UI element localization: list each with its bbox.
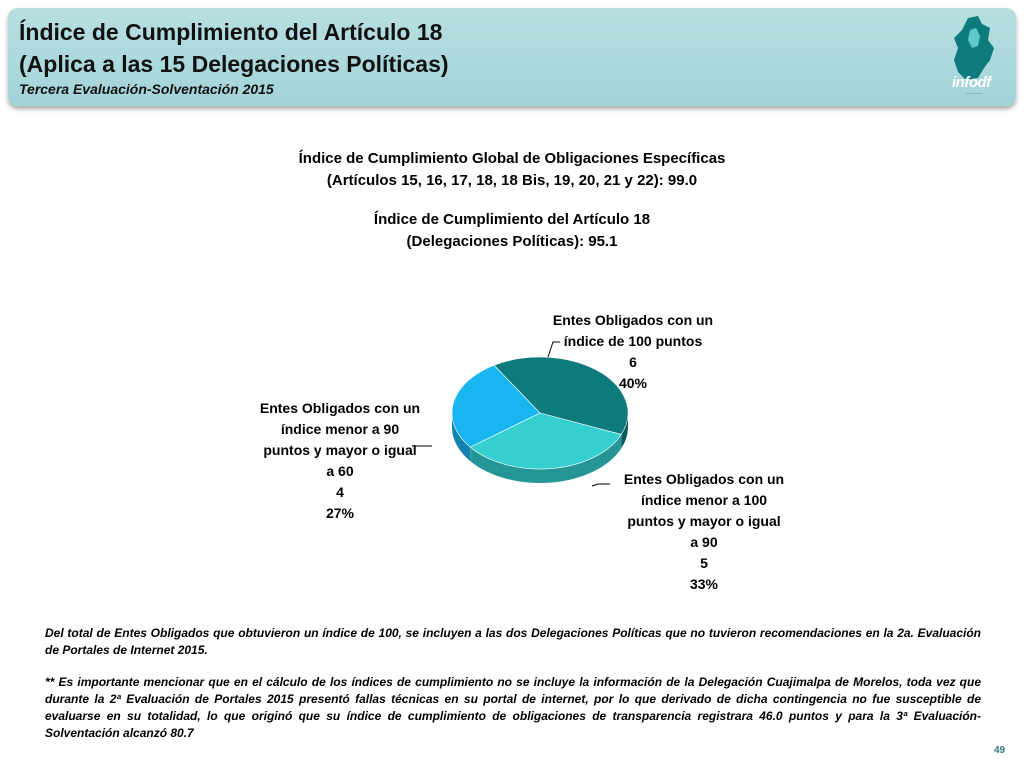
slice-label-text: Entes Obligados con un <box>623 471 785 487</box>
slice-label-text: a 90 <box>690 534 718 550</box>
note-first: Del total de Entes Obligados que obtuvieron un índice de 100, se incluyen a las dos Delegaciones Políticas que no tuvieron recomendaciones en la 2a. Evaluación de Portales de Internet 2015. <box>45 626 981 657</box>
logo-wordmark: infodf <box>952 74 991 91</box>
slice-label-text: Entes Obligados con un <box>259 400 421 416</box>
slice-label-text: puntos y mayor o igual <box>263 442 417 458</box>
slice-count: 6 <box>629 354 637 370</box>
article18-index-line1: Índice de Cumplimiento del Artículo 18 <box>373 211 651 228</box>
page-title: Índice de Cumplimiento del Artículo 18 <box>19 19 443 45</box>
logo-caption: ──────── <box>965 91 983 95</box>
page-title-line2: (Aplica a las 15 Delegaciones Políticas) <box>19 51 449 77</box>
note-second: ** Es importante mencionar que en el cálculo de los índices de cumplimiento no se incluye la información de la Delegación Cuajimalpa de Morelos, toda vez que durante la 2ª Evaluación de Portales 2015 presentó fallas técnicas en su portal de internet, por lo que derivado de dicha contingencia no fue susceptible de evaluarse en su totalidad, lo que originó que su índice de cumplimiento de obligaciones de transparencia registrara 46.0 puntos y para la 3ª Evaluación-Solventación alcanzó 80.7 <box>45 675 981 740</box>
slice-label-text: índice menor a 90 <box>280 421 400 437</box>
slice-label-text: índice de 100 puntos <box>563 333 703 349</box>
page-number: 49 <box>994 745 1006 756</box>
slice-percent: 27% <box>325 505 355 521</box>
slice-label-text: a 60 <box>326 463 354 479</box>
slice-label-text: índice menor a 100 <box>640 492 768 508</box>
slice-count: 4 <box>336 484 344 500</box>
slice-percent: 33% <box>689 576 719 592</box>
slice-label-text: puntos y mayor o igual <box>627 513 781 529</box>
article18-index-line2: (Delegaciones Políticas): 95.1 <box>406 233 618 250</box>
slice-label-90-100 <box>606 469 802 595</box>
slice-count: 5 <box>700 555 708 571</box>
global-index-line2: (Artículos 15, 16, 17, 18, 18 Bis, 19, 20, 21 y 22): 99.0 <box>326 172 698 189</box>
global-index-line1: Índice de Cumplimiento Global de Obligaciones Específicas <box>298 150 726 167</box>
page-subtitle: Tercera Evaluación-Solventación 2015 <box>19 81 274 97</box>
slice-percent: 40% <box>618 375 648 391</box>
slice-label-100 <box>540 310 726 394</box>
slice-label-text: Entes Obligados con un <box>552 312 714 328</box>
slice-label-60-90 <box>248 398 432 524</box>
